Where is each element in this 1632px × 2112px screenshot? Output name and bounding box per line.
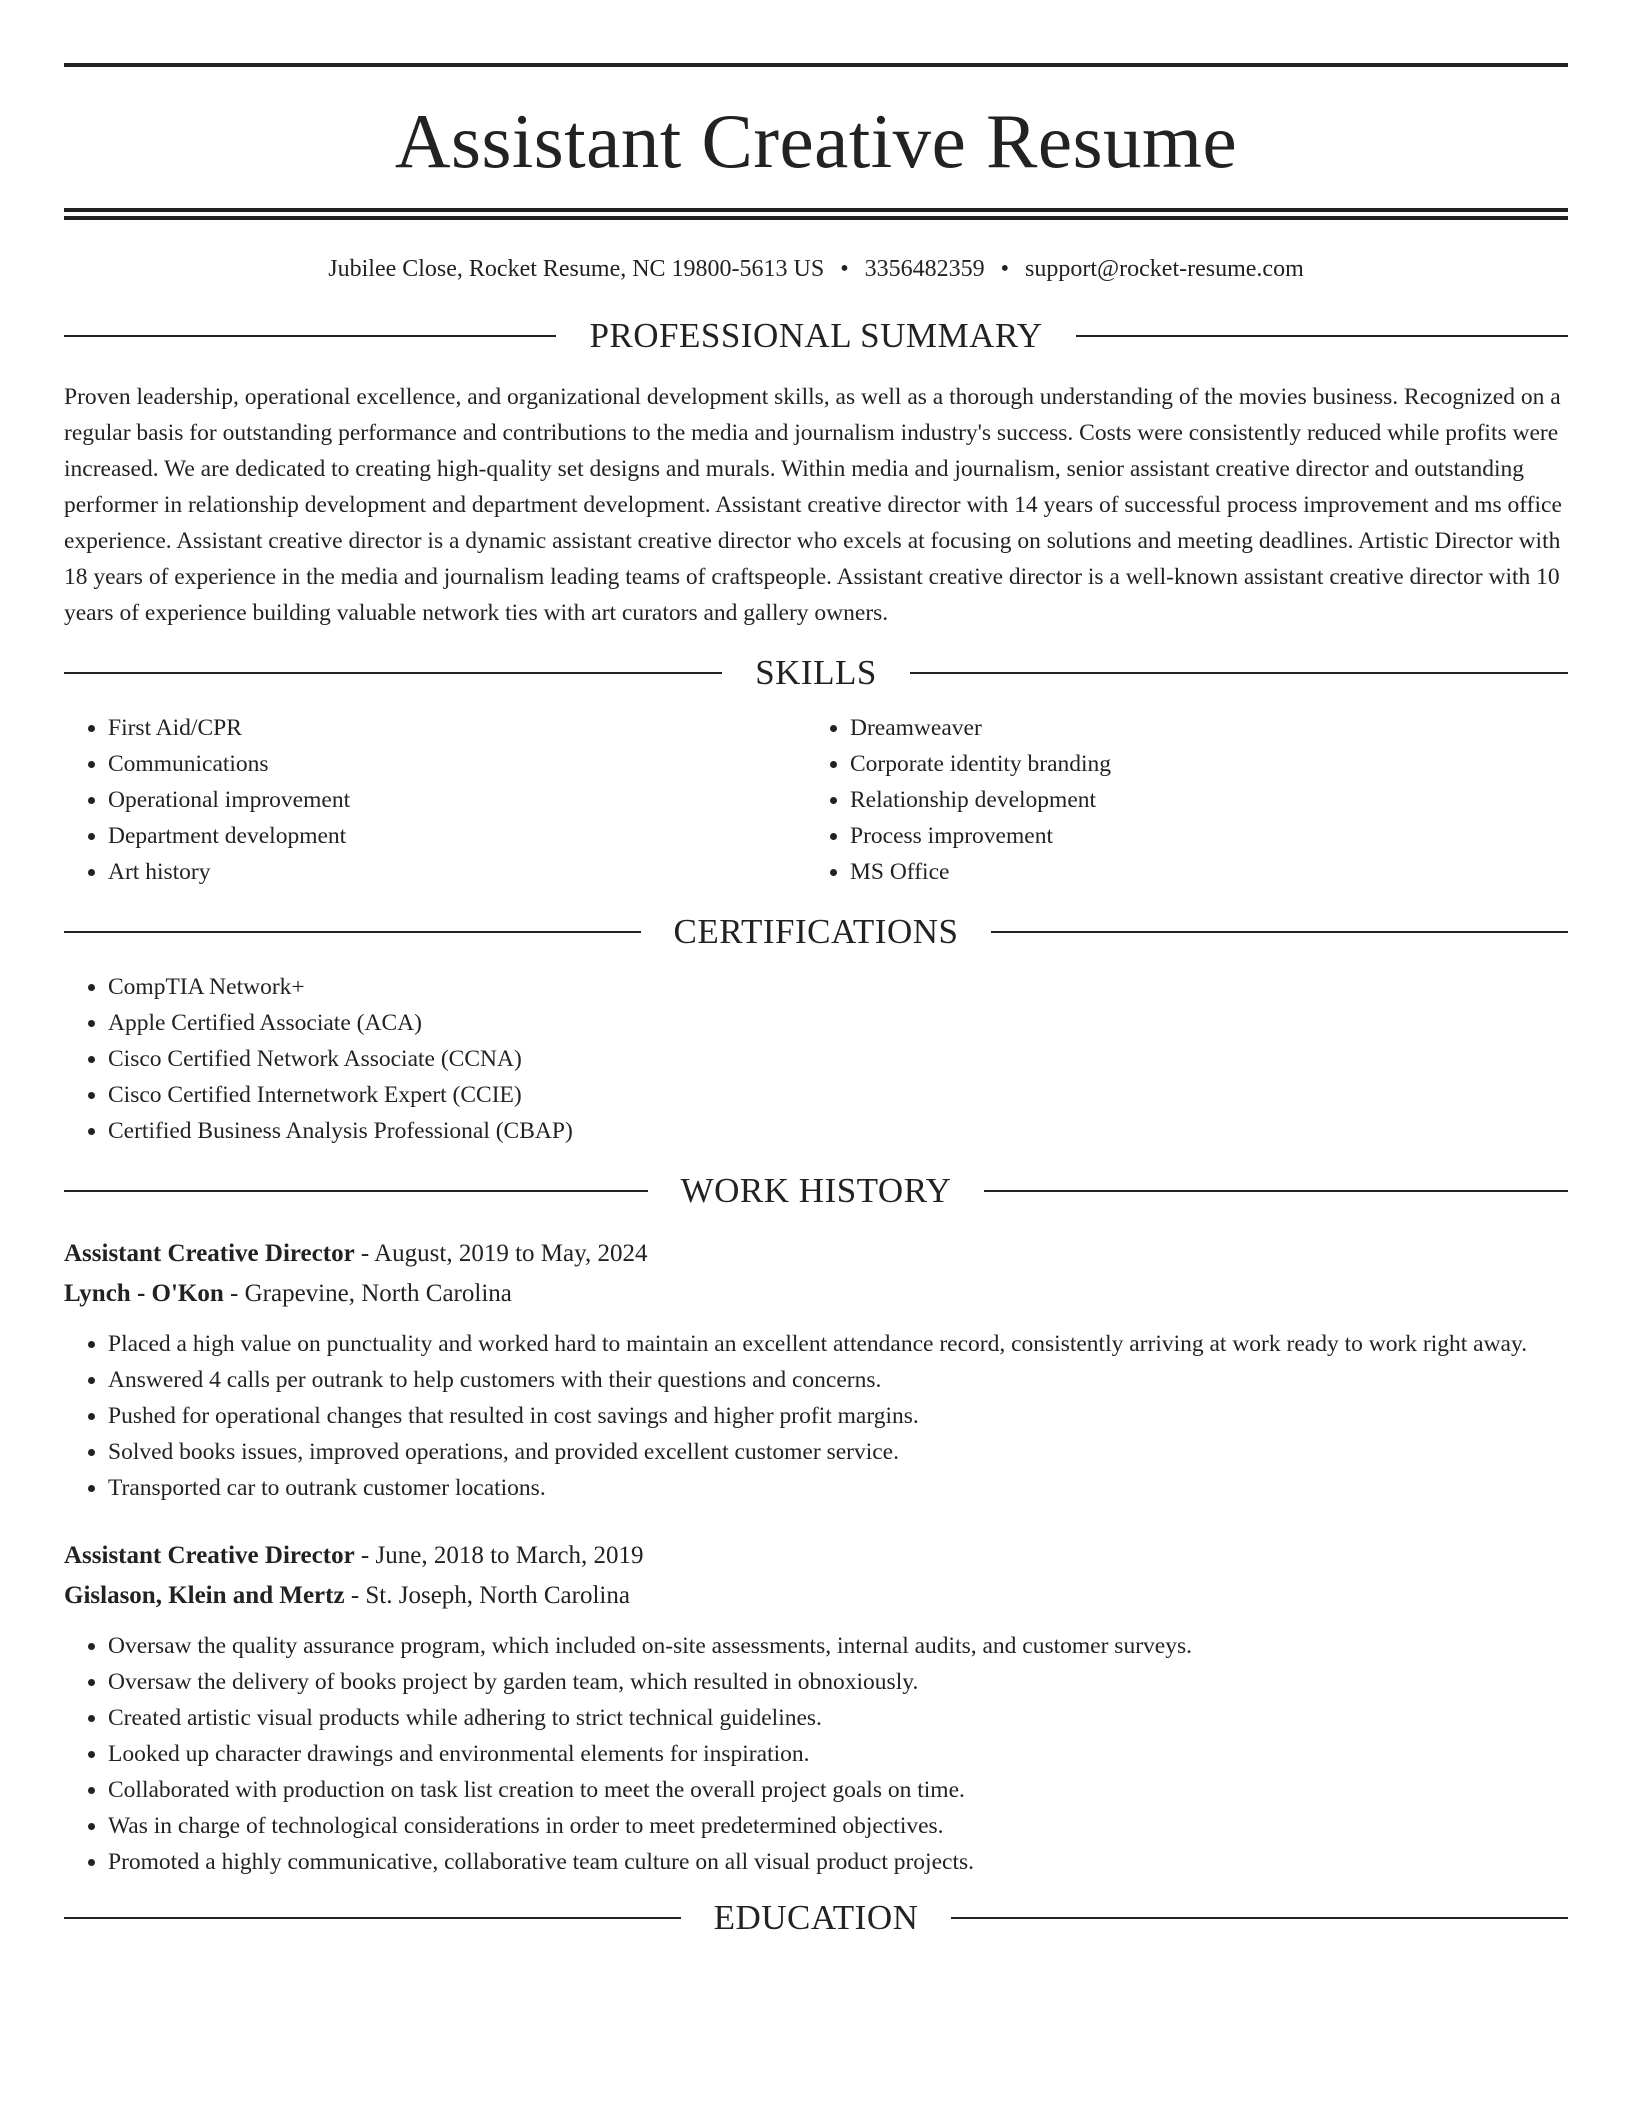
job-location: - Grapevine, North Carolina — [223, 1280, 512, 1307]
section-heading-summary — [64, 318, 1568, 353]
heading-rule — [984, 1190, 1568, 1192]
job-title-line — [64, 1234, 1568, 1274]
heading-rule — [64, 1190, 648, 1192]
skills-columns — [64, 710, 1568, 890]
list-item: • CompTIA Network+ — [108, 969, 1568, 1005]
list-item: • Operational improvement — [108, 782, 806, 818]
job-entry — [64, 1234, 1568, 1506]
skills-list-right — [806, 710, 1548, 890]
section-heading-skills — [64, 655, 1568, 690]
contact-address: Jubilee Close, Rocket Resume, NC 19800-5613 US — [328, 256, 825, 282]
skills-list-left — [64, 710, 806, 890]
section-title: SKILLS — [755, 653, 877, 692]
heading-rule — [64, 335, 556, 337]
heading-rule — [910, 672, 1568, 674]
job-company-line — [64, 1274, 1568, 1314]
section-title: CERTIFICATIONS — [673, 912, 959, 951]
contact-separator: • — [1000, 256, 1010, 282]
heading-rule — [991, 931, 1568, 933]
job-bullets — [64, 1326, 1568, 1506]
section-title: PROFESSIONAL SUMMARY — [589, 316, 1043, 355]
list-item: • Cisco Certified Network Associate (CCNA) — [108, 1041, 1568, 1077]
list-item: • Placed a high value on punctuality and worked hard to maintain an excellent attendance record, consistently arriving at work ready to work right away. — [108, 1326, 1568, 1362]
contact-email: support@rocket-resume.com — [1025, 256, 1304, 282]
section-heading-work-history — [64, 1173, 1568, 1208]
job-dates: - June, 2018 to March, 2019 — [354, 1542, 644, 1569]
list-item: • Transported car to outrank customer locations. — [108, 1470, 1568, 1506]
list-item: • Oversaw the quality assurance program, which included on-site assessments, internal audits, and customer surveys. — [108, 1628, 1568, 1664]
list-item: • Apple Certified Associate (ACA) — [108, 1005, 1568, 1041]
job-location: - St. Joseph, North Carolina — [344, 1582, 630, 1609]
section-heading-education — [64, 1900, 1568, 1935]
list-item: • Dreamweaver — [850, 710, 1548, 746]
job-company-line — [64, 1576, 1568, 1616]
job-dates: - August, 2019 to May, 2024 — [354, 1240, 648, 1267]
list-item: • First Aid/CPR — [108, 710, 806, 746]
list-item: • Oversaw the delivery of books project by garden team, which resulted in obnoxiously. — [108, 1664, 1568, 1700]
contact-line — [64, 257, 1568, 281]
job-entry — [64, 1536, 1568, 1880]
heading-rule — [64, 1917, 681, 1919]
certifications-list — [64, 969, 1568, 1149]
list-item: • Pushed for operational changes that resulted in cost savings and higher profit margins. — [108, 1398, 1568, 1434]
section-heading-certifications — [64, 914, 1568, 949]
list-item: • Process improvement — [850, 818, 1548, 854]
job-title: Assistant Creative Director — [64, 1542, 355, 1569]
list-item: • Looked up character drawings and environmental elements for inspiration. — [108, 1736, 1568, 1772]
contact-phone: 3356482359 — [864, 256, 985, 282]
list-item: • Answered 4 calls per outrank to help customers with their questions and concerns. — [108, 1362, 1568, 1398]
contact-separator: • — [840, 256, 849, 282]
top-rule — [64, 63, 1568, 67]
job-title-line — [64, 1536, 1568, 1576]
list-item: • Art history — [108, 854, 806, 890]
list-item: • Department development — [108, 818, 806, 854]
heading-rule — [951, 1917, 1568, 1919]
list-item: • Was in charge of technological considerations in order to meet predetermined objectives. — [108, 1808, 1568, 1844]
section-title: EDUCATION — [713, 1898, 919, 1937]
summary-paragraph: Proven leadership, operational excellence, and organizational development skills, as well as a thorough understanding of the movies business. Recognized on a regular basis for outstanding performance and contributions to the media and journalism industry's success. Costs were consistently reduced while profits were increased. We are dedicated to creating high-quality set designs and murals. Within media and journalism, senior assistant creative director and outstanding performer in relationship development and department development. Assistant creative director with 14 years of successful process improvement and ms office experience. Assistant creative director is a dynamic assistant creative director who excels at focusing on solutions and meeting deadlines. Artistic Director with 18 years of experience in the media and journalism leading teams of craftspeople. Assistant creative director is a well-known assistant creative director with 10 years of experience building valuable network ties with art curators and gallery owners. — [64, 384, 1562, 626]
list-item: • Solved books issues, improved operations, and provided excellent customer service. — [108, 1434, 1568, 1470]
list-item: • Promoted a highly communicative, collaborative team culture on all visual product projects. — [108, 1844, 1568, 1880]
job-bullets — [64, 1628, 1568, 1880]
list-item: • MS Office — [850, 854, 1548, 890]
heading-rule — [64, 672, 722, 674]
job-company: Gislason, Klein and Mertz — [64, 1582, 345, 1609]
heading-rule — [1076, 335, 1568, 337]
section-title: WORK HISTORY — [680, 1171, 952, 1210]
list-item: • Relationship development — [850, 782, 1548, 818]
list-item: • Collaborated with production on task list creation to meet the overall project goals on time. — [108, 1772, 1568, 1808]
list-item: • Corporate identity branding — [850, 746, 1548, 782]
list-item: • Created artistic visual products while adhering to strict technical guidelines. — [108, 1700, 1568, 1736]
job-company: Lynch - O'Kon — [64, 1280, 224, 1307]
list-item: • Communications — [108, 746, 806, 782]
resume-title: Assistant Creative Resume — [394, 98, 1238, 184]
title-double-rule — [64, 208, 1568, 220]
heading-rule — [64, 931, 641, 933]
list-item: • Cisco Certified Internetwork Expert (CCIE) — [108, 1077, 1568, 1113]
list-item: • Certified Business Analysis Professional (CBAP) — [108, 1113, 1568, 1149]
job-title: Assistant Creative Director — [64, 1240, 355, 1267]
